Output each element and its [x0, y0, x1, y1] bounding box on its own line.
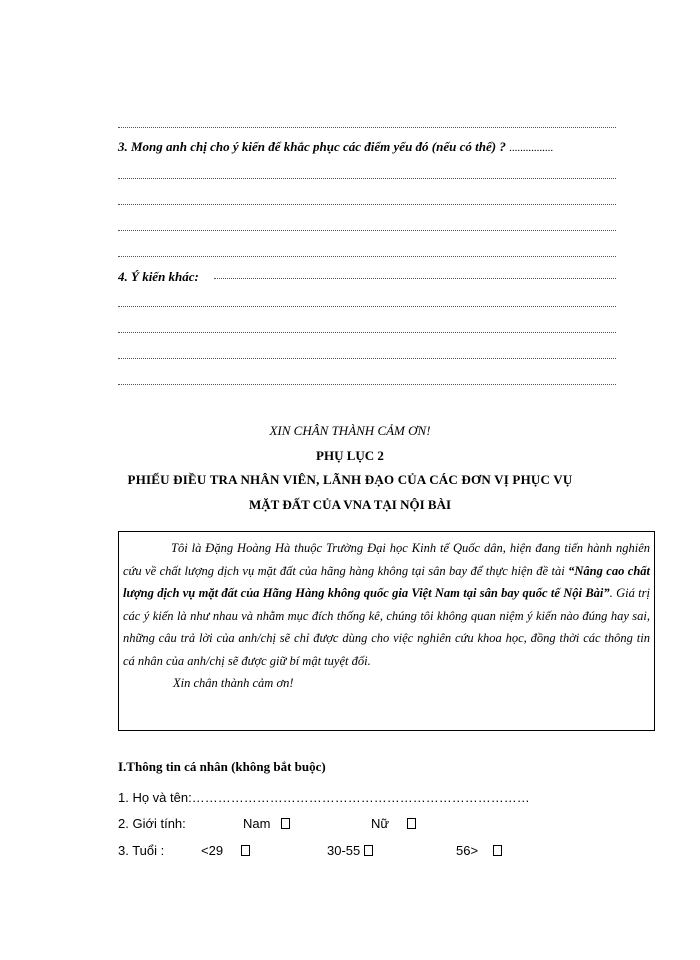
notice-box [118, 531, 655, 731]
age-option-under-29[interactable]: <29 [201, 843, 250, 858]
answer-line[interactable] [118, 348, 616, 359]
answer-line[interactable] [118, 296, 616, 307]
appendix-subtitle-line1: PHIẾU ĐIỀU TRA NHÂN VIÊN, LÃNH ĐẠO CỦA CÁC ĐƠN VỊ PHỤC VỤ [127, 472, 573, 487]
age-label: 3. Tuổi : [118, 843, 165, 858]
answer-line[interactable] [118, 168, 616, 179]
answer-line-q4[interactable] [214, 268, 616, 279]
notice-thanks: Xin chân thành cảm ơn! [173, 676, 294, 690]
thanks-heading: XIN CHÂN THÀNH CẢM ƠN! [269, 423, 431, 438]
answer-line[interactable] [118, 117, 616, 128]
notice-text [123, 537, 650, 695]
answer-line[interactable] [118, 374, 616, 385]
appendix-title: PHỤ LỤC 2 [316, 448, 384, 463]
question-3 [118, 139, 553, 155]
name-label: 1. Họ và tên: [118, 790, 192, 805]
answer-line[interactable] [118, 194, 616, 205]
name-field[interactable]: …………………………………………………………………… [191, 790, 530, 805]
appendix-subtitle-line2: MẶT ĐẤT CỦA VNA TẠI NỘI BÀI [248, 497, 452, 512]
notice-p1-end: . Giá trị các ý kiến là như nhau và nhằm mục đích thống kê, chúng tôi không quan niệm ý kiến nào đúng hay sai, những câu trả lời của anh/chị sẽ chỉ được dùng cho việc nghiên cứu khoa học, đồng thời các thông tin cá nhân của anh/chị sẽ được giữ bí mật tuyệt đối. [123, 586, 650, 668]
question-3-trail: ................ [509, 142, 554, 154]
notice-paragraph [123, 537, 650, 672]
answer-line[interactable] [118, 246, 616, 257]
answer-line[interactable] [118, 322, 616, 333]
question-3-label: 3. Mong anh chị cho ý kiến để khắc phục các điểm yếu đó (nếu có thể) ? [118, 139, 506, 154]
checkbox-age-under-29[interactable] [241, 845, 250, 856]
checkbox-female[interactable] [407, 818, 416, 829]
notice-topic: “Nâng cao chất lượng dịch vụ mặt đất của Hãng Hàng không quốc gia Việt Nam tại sân bay quốc tế Nội Bài” [123, 563, 651, 600]
name-row [118, 790, 530, 805]
checkbox-age-over-56[interactable] [493, 845, 502, 856]
gender-option-female[interactable]: Nữ [371, 816, 416, 831]
gender-option-male[interactable]: Nam [243, 816, 290, 831]
question-4-label: 4. Ý kiến khác: [118, 269, 199, 284]
checkbox-male[interactable] [281, 818, 290, 829]
notice-p1-start: Tôi là Đặng Hoàng Hà thuộc Trường Đại học Kinh tế Quốc dân, hiện đang tiến hành nghiên cứu về chất lượng dịch vụ mặt đất của hãng hàng không tại sân bay để thực hiện đề tài [123, 541, 650, 578]
checkbox-age-30-55[interactable] [364, 845, 373, 856]
section1-heading: I.Thông tin cá nhân (không bắt buộc) [118, 759, 326, 774]
age-option-30-55[interactable]: 30-55 [327, 843, 373, 858]
answer-line[interactable] [118, 220, 616, 231]
gender-label: 2. Giới tính: [118, 816, 186, 831]
age-option-over-56[interactable]: 56> [456, 843, 502, 858]
